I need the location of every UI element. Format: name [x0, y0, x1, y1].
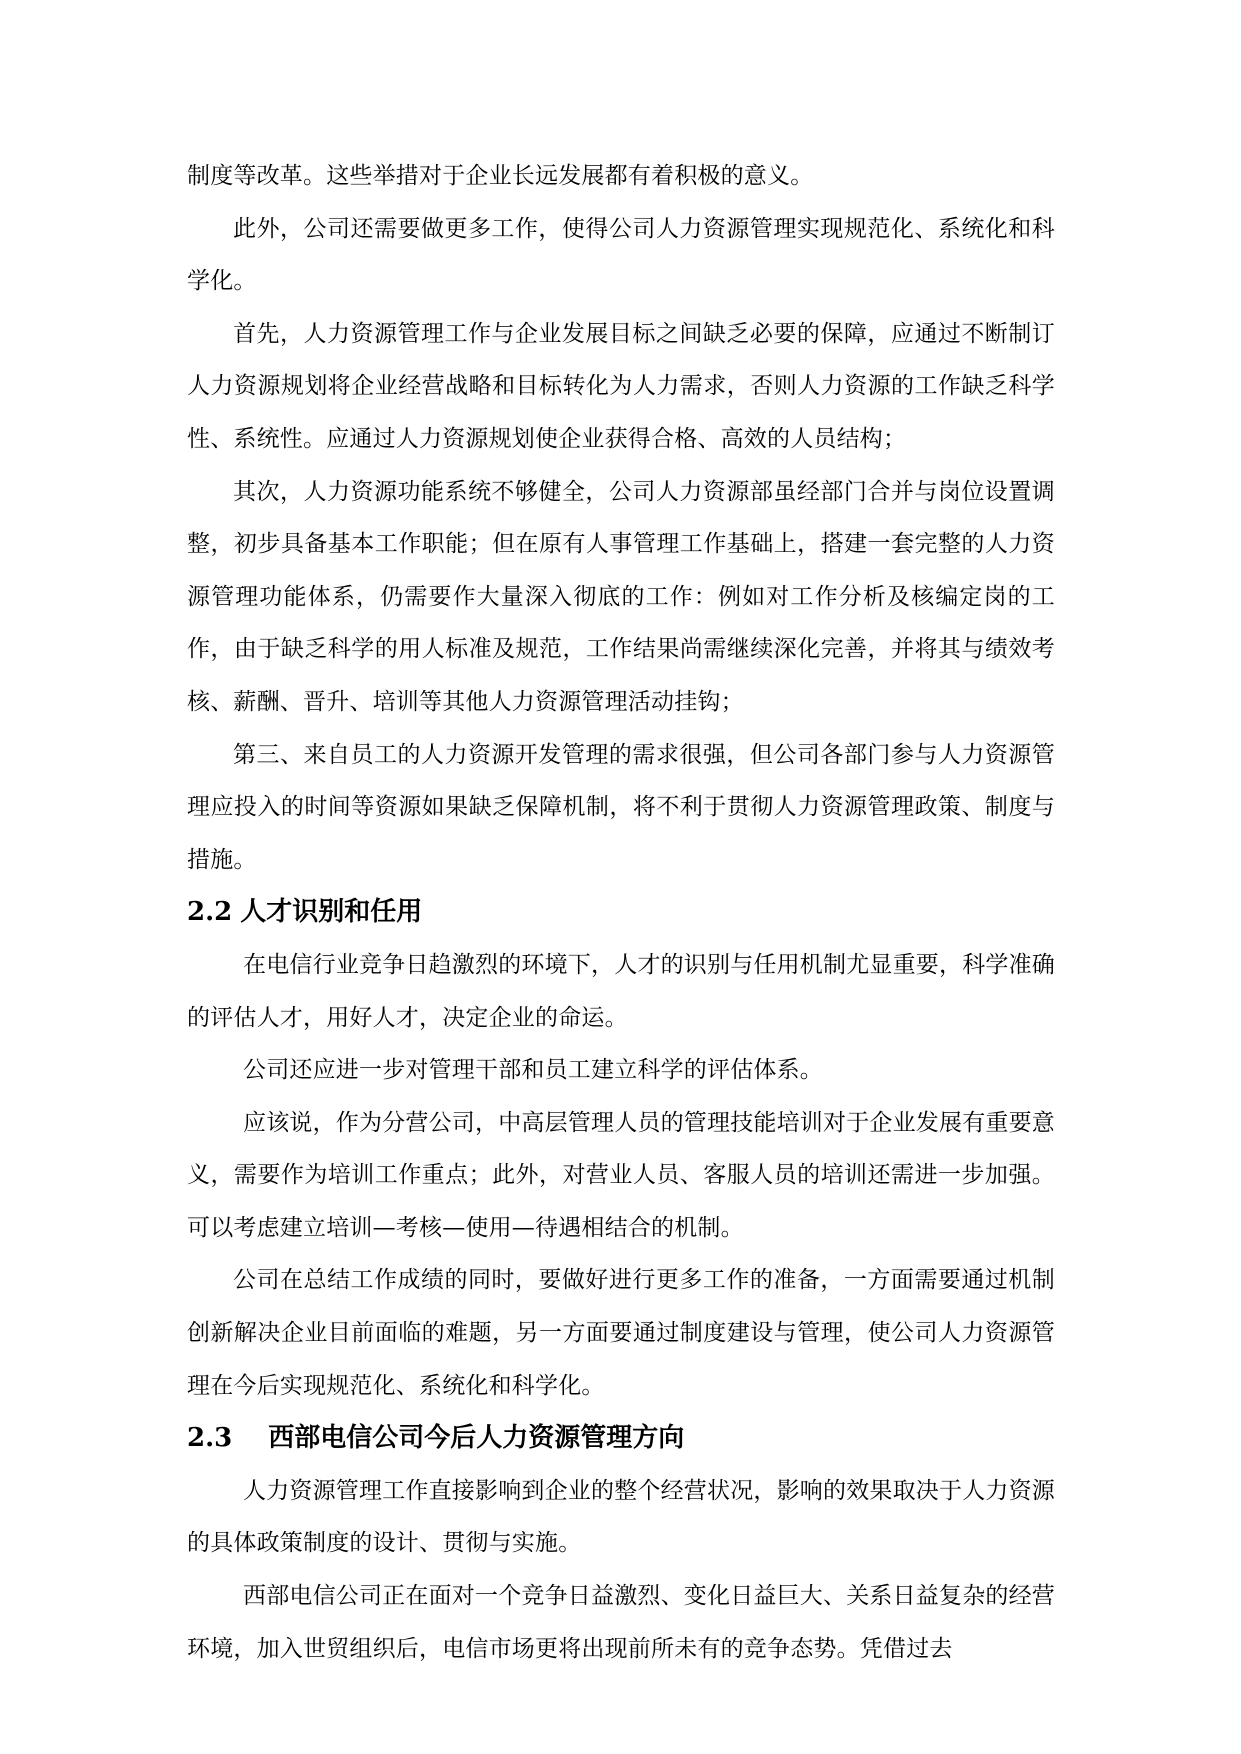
- paragraph-9: 公司在总结工作成绩的同时，要做好进行更多工作的准备，一方面需要通过机制创新解决企业目前面临的难题，另一方面要通过制度建设与管理，使公司人力资源管理在今后实现规范化、系统化和科学化。: [187, 1267, 1055, 1399]
- section-title: 人才识别和任用: [240, 897, 423, 928]
- paragraph-5: 第三、来自员工的人力资源开发管理的需求很强，但公司各部门参与人力资源管理应投入的时间等资源如果缺乏保障机制，将不利于贯彻人力资源管理政策、制度与措施。: [187, 741, 1055, 873]
- section-number: 2.2: [187, 897, 233, 928]
- document-body: [187, 150, 1055, 1675]
- section-title: 西部电信公司今后人力资源管理方向: [268, 1423, 685, 1454]
- section-heading-2-3: [187, 1412, 1055, 1465]
- paragraph-1: 制度等改革。这些举措对于企业长远发展都有着积极的意义。: [187, 163, 814, 189]
- section-heading-2-2: [187, 886, 1055, 939]
- paragraph-8: 应该说，作为分营公司，中高层管理人员的管理技能培训对于企业发展有重要意义，需要作为培训工作重点；此外，对营业人员、客服人员的培训还需进一步加强。可以考虑建立培训—考核—使用—待遇相结合的机制。: [187, 1109, 1055, 1241]
- paragraph-2: 此外，公司还需要做更多工作，使得公司人力资源管理实现规范化、系统化和科学化。: [187, 215, 1055, 295]
- paragraph-11: 西部电信公司正在面对一个竞争日益激烈、变化日益巨大、关系日益复杂的经营环境，加入世贸组织后，电信市场更将出现前所未有的竞争态势。凭借过去: [187, 1583, 1055, 1662]
- paragraph-4: 其次，人力资源功能系统不够健全，公司人力资源部虽经部门合并与岗位设置调整，初步具备基本工作职能；但在原有人事管理工作基础上，搭建一套完整的人力资源管理功能体系，仍需要作大量深入彻底的工作：例如对工作分析及核编定岗的工作，由于缺乏科学的用人标准及规范，工作结果尚需继续深化完善，并将其与绩效考核、薪酬、晋升、培训等其他人力资源管理活动挂钩；: [187, 478, 1055, 715]
- paragraph-10: 人力资源管理工作直接影响到企业的整个经营状况，影响的效果取决于人力资源的具体政策制度的设计、贯彻与实施。: [187, 1477, 1055, 1557]
- paragraph-6: 在电信行业竞争日趋激烈的环境下，人才的识别与任用机制尤显重要，科学准确的评估人才，用好人才，决定企业的命运。: [187, 951, 1055, 1031]
- paragraph-3: 首先，人力资源管理工作与企业发展目标之间缺乏必要的保障，应通过不断制订人力资源规划将企业经营战略和目标转化为人力需求，否则人力资源的工作缺乏科学性、系统性。应通过人力资源规划使企业获得合格、高效的人员结构；: [187, 320, 1055, 452]
- paragraph-7: 公司还应进一步对管理干部和员工建立科学的评估体系。: [243, 1057, 823, 1084]
- section-number: 2.3: [187, 1423, 233, 1454]
